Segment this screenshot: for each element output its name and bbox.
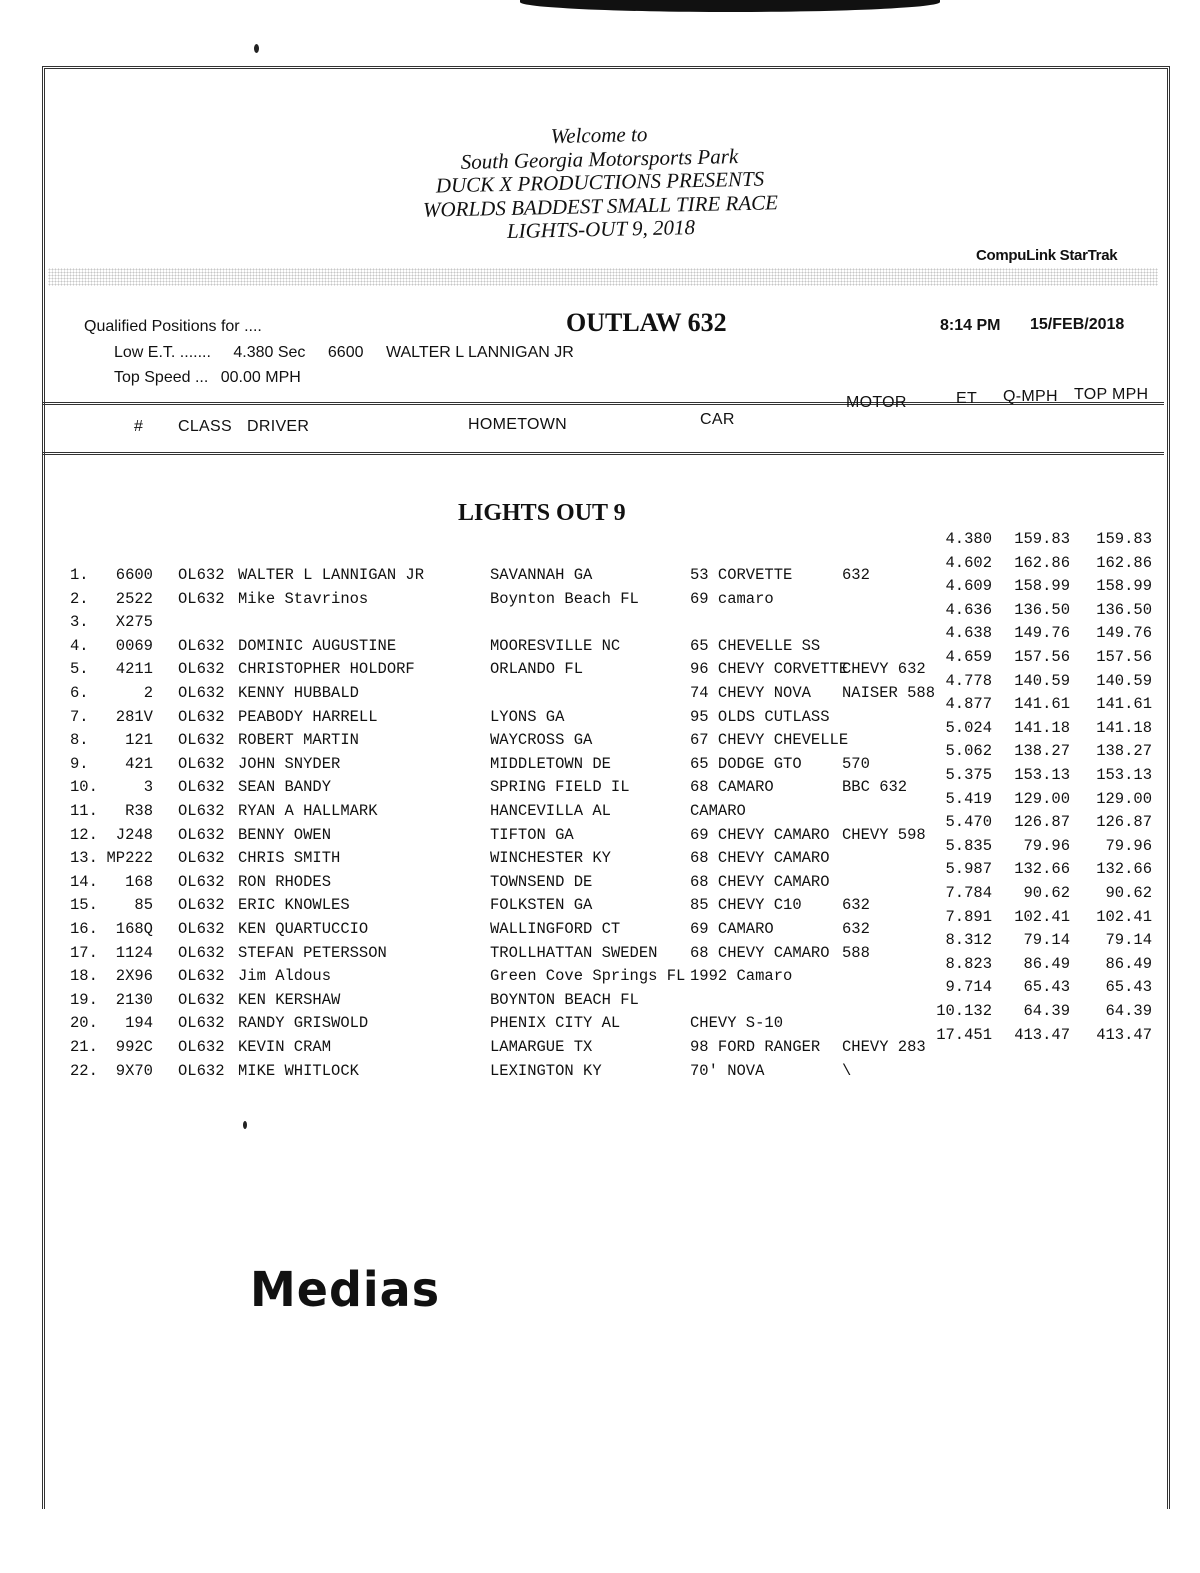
motor: 588: [842, 943, 870, 962]
top-mph: 162.86: [1096, 553, 1152, 572]
hometown: SPRING FIELD IL: [490, 778, 630, 797]
hometown: TIFTON GA: [490, 825, 574, 844]
car-number: 281V: [115, 707, 153, 726]
entry-position: 1.: [70, 566, 89, 584]
driver-name: CHRISTOPHER HOLDORF: [238, 660, 415, 679]
race-class: OL632: [178, 920, 225, 938]
car-number: 9X70: [115, 1061, 153, 1080]
race-class: OL632: [178, 802, 225, 820]
col-header-driver: DRIVER: [247, 418, 310, 435]
driver-name: PEABODY HARRELL: [238, 707, 378, 726]
col-header-class: CLASS: [178, 418, 232, 435]
top-mph: 149.76: [1096, 624, 1152, 643]
car-model: 68 CHEVY CAMARO: [690, 943, 830, 962]
race-class: OL632: [178, 778, 225, 797]
qualifying-mph: 79.14: [1023, 931, 1070, 950]
timing-row: [0, 766, 1200, 788]
race-class: OL632: [178, 1038, 225, 1056]
scan-speck: [254, 44, 259, 53]
top-mph: 140.59: [1096, 671, 1152, 690]
scan-artifact: [520, 0, 940, 12]
qualifying-mph: 153.13: [1014, 766, 1070, 784]
elapsed-time: 10.132: [936, 1002, 992, 1020]
top-mph: 129.00: [1096, 789, 1152, 808]
hometown: MOORESVILLE NC: [490, 636, 621, 655]
header-rule: [42, 402, 1164, 405]
motor: \: [842, 1061, 852, 1080]
software-brand: CompuLink StarTrak: [976, 247, 1118, 264]
timing-row: [0, 1002, 1200, 1024]
motor: 570: [842, 754, 870, 773]
timing-row: [0, 931, 1200, 953]
timing-row: [0, 837, 1200, 859]
elapsed-time: 7.784: [945, 884, 992, 902]
race-class: OL632: [178, 684, 225, 702]
car-number: 1124: [115, 943, 153, 962]
car-number: 194: [125, 1014, 153, 1033]
col-header-qmph: Q-MPH: [1003, 388, 1058, 405]
entry-position: 9.: [70, 754, 89, 773]
car-model: 68 CHEVY CAMARO: [690, 872, 830, 891]
car-model: 69 CAMARO: [690, 920, 774, 938]
car-number: 4211: [115, 660, 153, 679]
car-number: 121: [125, 731, 153, 750]
hometown: TOWNSEND DE: [490, 872, 593, 891]
timing-row: [0, 813, 1200, 835]
car-model: 69 camaro: [690, 589, 774, 608]
elapsed-time: 7.891: [945, 907, 992, 926]
qualifying-mph: 141.61: [1014, 695, 1070, 714]
low-et-car-number: 6600: [327, 344, 364, 361]
hometown: ORLANDO FL: [490, 660, 584, 679]
entry-position: 3.: [70, 613, 89, 632]
race-class: OL632: [178, 1061, 225, 1080]
car-model: 70' NOVA: [690, 1061, 765, 1080]
hometown: LYONS GA: [490, 707, 565, 726]
hometown: WINCHESTER KY: [490, 849, 611, 868]
hometown: HANCEVILLA AL: [490, 802, 611, 820]
driver-name: ROBERT MARTIN: [238, 731, 359, 750]
col-header-et: ET: [956, 390, 978, 407]
top-speed-value: 00.00 MPH: [220, 369, 301, 386]
top-mph: 158.99: [1096, 577, 1152, 596]
timing-row: [0, 790, 1200, 812]
car-model: 1992 Camaro: [690, 967, 793, 986]
race-class: OL632: [178, 707, 225, 726]
car-number: R38: [125, 802, 153, 820]
motor: BBC 632: [842, 778, 908, 797]
qualifying-mph: 90.62: [1023, 884, 1070, 902]
elapsed-time: 8.312: [945, 931, 992, 950]
car-number: 2X96: [115, 967, 153, 986]
elapsed-time: 4.380: [945, 530, 992, 548]
driver-name: KENNY HUBBALD: [238, 684, 359, 702]
banner-line-1: Welcome to: [550, 122, 648, 149]
car-number: 85: [134, 896, 153, 915]
timing-row: [0, 601, 1200, 623]
car-number: 2522: [115, 589, 153, 608]
driver-name: Mike Stavrinos: [238, 589, 369, 608]
motor: CHEVY 632: [842, 660, 926, 679]
car-model: 98 FORD RANGER: [690, 1038, 821, 1056]
entry-position: 5.: [70, 660, 89, 679]
report-time: 8:14 PM: [940, 317, 1001, 334]
top-mph: 65.43: [1105, 978, 1152, 997]
driver-name: KEN QUARTUCCIO: [238, 920, 369, 938]
qualifying-mph: 65.43: [1023, 978, 1070, 997]
col-header-hometown: HOMETOWN: [468, 416, 567, 433]
top-speed-line: [114, 369, 301, 387]
car-number: X275: [115, 613, 153, 632]
car-number: 168Q: [115, 920, 153, 938]
timing-row: [0, 908, 1200, 930]
car-model: 65 DODGE GTO: [690, 754, 802, 773]
low-et-label: Low E.T. .......: [114, 344, 211, 361]
timing-row: [0, 577, 1200, 599]
car-model: 53 CORVETTE: [690, 566, 793, 584]
class-title: OUTLAW 632: [566, 308, 727, 337]
banner-line-3: DUCK X PRODUCTIONS PRESENTS: [435, 166, 765, 198]
race-class: OL632: [178, 896, 225, 915]
entry-position: 2.: [70, 589, 89, 608]
hometown: PHENIX CITY AL: [490, 1014, 621, 1033]
header-rule: [42, 452, 1164, 455]
qualifying-mph: 129.00: [1014, 789, 1070, 808]
timing-row: [0, 719, 1200, 741]
top-mph: 126.87: [1096, 813, 1152, 832]
section-title: LIGHTS OUT 9: [458, 500, 626, 526]
col-header-car: CAR: [700, 411, 735, 428]
timing-row: [0, 530, 1200, 552]
entry-position: 18.: [70, 967, 98, 986]
top-speed-label: Top Speed ...: [114, 369, 209, 386]
hometown: BOYNTON BEACH FL: [490, 990, 639, 1009]
qualifying-mph: 162.86: [1014, 553, 1070, 572]
elapsed-time: 8.823: [945, 954, 992, 973]
driver-name: JOHN SNYDER: [238, 754, 341, 773]
entry-position: 19.: [70, 990, 98, 1009]
driver-name: DOMINIC AUGUSTINE: [238, 636, 397, 655]
hometown: Green Cove Springs FL: [490, 967, 686, 986]
top-mph: 413.47: [1096, 1025, 1152, 1044]
elapsed-time: 5.419: [945, 789, 992, 808]
timing-row: [0, 695, 1200, 717]
entry-position: 20.: [70, 1014, 98, 1033]
dotted-band: [48, 268, 1158, 286]
timing-row: [0, 554, 1200, 576]
motor: 632: [842, 566, 870, 584]
elapsed-time: 5.375: [945, 766, 992, 784]
elapsed-time: 4.609: [945, 577, 992, 596]
race-class: OL632: [178, 990, 225, 1009]
driver-name: MIKE WHITLOCK: [238, 1061, 359, 1080]
qualifying-mph: 158.99: [1014, 577, 1070, 596]
entry-position: 13.: [70, 849, 98, 868]
driver-name: BENNY OWEN: [238, 825, 332, 844]
car-number: J248: [115, 825, 153, 844]
event-banner: [0, 111, 1200, 254]
qualifying-mph: 157.56: [1014, 648, 1070, 666]
hometown: FOLKSTEN GA: [490, 896, 593, 915]
car-model: CAMARO: [690, 802, 746, 820]
timing-row: [0, 624, 1200, 646]
entry-position: 8.: [70, 731, 89, 750]
driver-name: RANDY GRISWOLD: [238, 1014, 369, 1033]
car-number: MP222: [106, 849, 153, 868]
entry-position: 4.: [70, 636, 89, 655]
motor: 632: [842, 920, 870, 938]
qualifying-mph: 149.76: [1014, 624, 1070, 643]
top-mph: 102.41: [1096, 907, 1152, 926]
hometown: TROLLHATTAN SWEDEN: [490, 943, 658, 962]
race-class: OL632: [178, 589, 225, 608]
entry-position: 6.: [70, 684, 89, 702]
qualifying-mph: 138.27: [1014, 742, 1070, 761]
motor: NAISER 588: [842, 684, 936, 702]
motor: CHEVY 283: [842, 1038, 926, 1056]
entry-position: 17.: [70, 943, 98, 962]
car-number: 6600: [115, 566, 153, 584]
car-model: CHEVY S-10: [690, 1014, 784, 1033]
elapsed-time: 4.778: [945, 671, 992, 690]
car-number: 2130: [115, 990, 153, 1009]
race-class: OL632: [178, 731, 225, 750]
qualifying-mph: 102.41: [1014, 907, 1070, 926]
qualifying-mph: 64.39: [1023, 1002, 1070, 1020]
race-class: OL632: [178, 754, 225, 773]
elapsed-time: 5.024: [945, 718, 992, 737]
driver-name: KEVIN CRAM: [238, 1038, 332, 1056]
hometown: WAYCROSS GA: [490, 731, 593, 750]
qualified-label: Qualified Positions for ....: [84, 318, 262, 335]
elapsed-time: 17.451: [936, 1025, 992, 1044]
low-et-value: 4.380 Sec: [233, 344, 306, 361]
car-number: 0069: [115, 636, 153, 655]
elapsed-time: 4.659: [945, 648, 992, 666]
race-class: OL632: [178, 967, 225, 986]
top-mph: 90.62: [1105, 884, 1152, 902]
entry-position: 14.: [70, 872, 98, 891]
qualifying-mph: 141.18: [1014, 718, 1070, 737]
car-model: 96 CHEVY CORVETTE: [690, 660, 849, 679]
top-mph: 132.66: [1096, 860, 1152, 879]
top-mph: 138.27: [1096, 742, 1152, 761]
top-mph: 79.14: [1105, 931, 1152, 950]
entry-position: 22.: [70, 1061, 98, 1080]
driver-name: ERIC KNOWLES: [238, 896, 350, 915]
qualifying-mph: 140.59: [1014, 671, 1070, 690]
hometown: MIDDLETOWN DE: [490, 754, 611, 773]
timing-row: [0, 884, 1200, 906]
hometown: WALLINGFORD CT: [490, 920, 621, 938]
hometown: SAVANNAH GA: [490, 566, 593, 584]
hometown: LEXINGTON KY: [490, 1061, 602, 1080]
driver-name: STEFAN PETERSSON: [238, 943, 387, 962]
race-class: OL632: [178, 825, 225, 844]
motor: CHEVY 598: [842, 825, 926, 844]
car-number: 3: [143, 778, 153, 797]
elapsed-time: 4.877: [945, 695, 992, 714]
elapsed-time: 4.636: [945, 600, 992, 619]
elapsed-time: 4.638: [945, 624, 992, 643]
report-date: 15/FEB/2018: [1030, 316, 1125, 333]
low-et-line: [114, 344, 592, 362]
car-model: 69 CHEVY CAMARO: [690, 825, 830, 844]
race-class: OL632: [178, 636, 225, 655]
hometown: Boynton Beach FL: [490, 589, 639, 608]
elapsed-time: 5.470: [945, 813, 992, 832]
timing-row: [0, 672, 1200, 694]
motor: 632: [842, 896, 870, 915]
car-model: 65 CHEVELLE SS: [690, 636, 821, 655]
elapsed-time: 5.835: [945, 836, 992, 855]
driver-name: KEN KERSHAW: [238, 990, 341, 1009]
low-et-driver: WALTER L LANNIGAN JR: [385, 344, 574, 361]
qualifying-mph: 126.87: [1014, 813, 1070, 832]
car-number: 2: [143, 684, 153, 702]
table-row: [0, 1062, 1200, 1084]
col-header-top-mph: TOP MPH: [1074, 386, 1149, 403]
entry-position: 15.: [70, 896, 98, 915]
race-class: OL632: [178, 1014, 225, 1033]
car-model: 68 CHEVY CAMARO: [690, 849, 830, 868]
race-class: OL632: [178, 943, 225, 962]
race-class: OL632: [178, 872, 225, 891]
timing-row: [0, 648, 1200, 670]
driver-name: SEAN BANDY: [238, 778, 332, 797]
driver-name: WALTER L LANNIGAN JR: [238, 566, 425, 584]
car-model: 68 CAMARO: [690, 778, 774, 797]
top-mph: 153.13: [1096, 766, 1152, 784]
banner-line-5: LIGHTS-OUT 9, 2018: [506, 215, 696, 243]
top-mph: 141.18: [1096, 718, 1152, 737]
timing-row: [0, 978, 1200, 1000]
timing-row: [0, 955, 1200, 977]
timing-row: [0, 742, 1200, 764]
top-mph: 159.83: [1096, 530, 1152, 548]
race-class: OL632: [178, 849, 225, 868]
top-mph: 141.61: [1096, 695, 1152, 714]
entry-position: 21.: [70, 1038, 98, 1056]
driver-name: Jim Aldous: [238, 967, 332, 986]
race-class: OL632: [178, 660, 225, 679]
entry-position: 12.: [70, 825, 98, 844]
top-mph: 136.50: [1096, 600, 1152, 619]
driver-name: CHRIS SMITH: [238, 849, 341, 868]
elapsed-time: 5.062: [945, 742, 992, 761]
car-number: 168: [125, 872, 153, 891]
qualifying-mph: 79.96: [1023, 836, 1070, 855]
car-number: 992C: [115, 1038, 153, 1056]
entry-position: 16.: [70, 920, 98, 938]
col-header-motor: MOTOR: [846, 394, 907, 411]
elapsed-time: 5.987: [945, 860, 992, 879]
elapsed-time: 4.602: [945, 553, 992, 572]
top-mph: 79.96: [1105, 836, 1152, 855]
banner-line-4: WORLDS BADDEST SMALL TIRE RACE: [422, 189, 779, 222]
qualifying-mph: 86.49: [1023, 954, 1070, 973]
handwritten-note: Medias: [250, 1260, 441, 1318]
banner-line-2: South Georgia Motorsports Park: [460, 143, 739, 174]
driver-name: RON RHODES: [238, 872, 332, 891]
col-header-num: #: [134, 418, 144, 435]
timing-row: [0, 860, 1200, 882]
top-mph: 64.39: [1105, 1002, 1152, 1020]
driver-name: RYAN A HALLMARK: [238, 802, 378, 820]
qualifying-mph: 136.50: [1014, 600, 1070, 619]
car-number: 421: [125, 754, 153, 773]
car-model: 95 OLDS CUTLASS: [690, 707, 830, 726]
car-model: 74 CHEVY NOVA: [690, 684, 811, 702]
race-class: OL632: [178, 566, 225, 584]
car-model: 85 CHEVY C10: [690, 896, 802, 915]
hometown: LAMARGUE TX: [490, 1038, 593, 1056]
entry-position: 11.: [70, 802, 98, 820]
qualifying-mph: 159.83: [1014, 530, 1070, 548]
elapsed-time: 9.714: [945, 978, 992, 997]
top-mph: 157.56: [1096, 648, 1152, 666]
qualifying-mph: 413.47: [1014, 1025, 1070, 1044]
timing-row: [0, 1026, 1200, 1048]
car-model: 67 CHEVY CHEVELLE: [690, 731, 849, 750]
top-mph: 86.49: [1105, 954, 1152, 973]
entry-position: 7.: [70, 707, 89, 726]
qualifying-mph: 132.66: [1014, 860, 1070, 879]
entry-position: 10.: [70, 778, 98, 797]
